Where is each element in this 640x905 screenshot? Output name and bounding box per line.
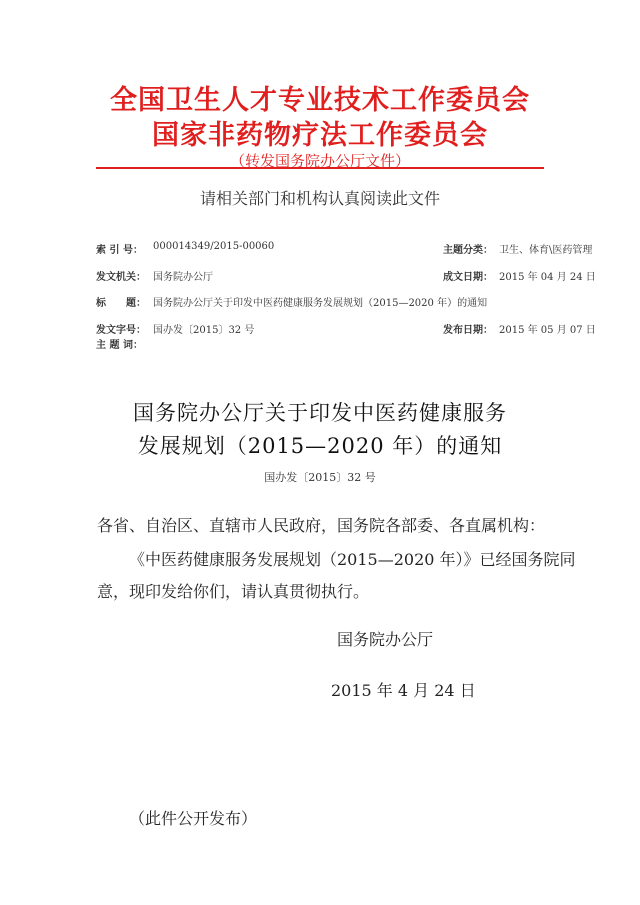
meta-category-value: 卫生、体育\医药管理 [499, 245, 593, 256]
meta-title-label: 标 题： [96, 298, 146, 309]
forward-note: （转发国务院办公厅文件） [229, 152, 410, 170]
meta-title-value: 国务院办公厅关于印发中医药健康服务发展规划（2015—2020 年）的通知 [153, 298, 488, 309]
document-number: 国办发〔2015〕32 号 [264, 471, 376, 484]
meta-written-value: 2015 年 04 月 24 日 [499, 272, 596, 283]
document-date: 2015 年 4 月 24 日 [331, 681, 476, 700]
document-title-line1: 国务院办公厅关于印发中医药健康服务 [133, 401, 507, 425]
meta-issuer-value: 国务院办公厅 [153, 272, 213, 283]
read-notice: 请相关部门和机构认真阅读此文件 [199, 189, 440, 208]
body-paragraph-line1: 《中医药健康服务发展规划（2015—2020 年）》已经国务院同 [129, 550, 576, 569]
body-paragraph-line2: 意，现印发给你们，请认真贯彻执行。 [97, 582, 370, 601]
meta-published-label: 发布日期： [443, 325, 493, 336]
meta-keywords-label: 主 题 词： [96, 340, 143, 351]
meta-index-value: 000014349/2015-00060 [153, 241, 275, 252]
signature: 国务院办公厅 [337, 630, 434, 649]
publication-note: （此件公开发布） [129, 809, 258, 828]
meta-docno-label: 发文字号： [96, 325, 146, 336]
document-title-line2: 发展规划（2015—2020 年）的通知 [137, 434, 503, 458]
meta-written-label: 成文日期： [443, 272, 493, 283]
meta-published-value: 2015 年 05 月 07 日 [499, 325, 596, 336]
meta-issuer-label: 发文机关： [96, 272, 146, 283]
meta-category-label: 主题分类： [443, 245, 493, 256]
org-name-line1: 全国卫生人才专业技术工作委员会 [110, 85, 530, 116]
salutation: 各省、自治区、直辖市人民政府，国务院各部委、各直属机构： [97, 516, 546, 535]
meta-docno-value: 国办发〔2015〕32 号 [153, 325, 255, 336]
meta-index-label: 索 引 号： [96, 245, 143, 256]
org-name-line2: 国家非药物疗法工作委员会 [152, 120, 488, 151]
